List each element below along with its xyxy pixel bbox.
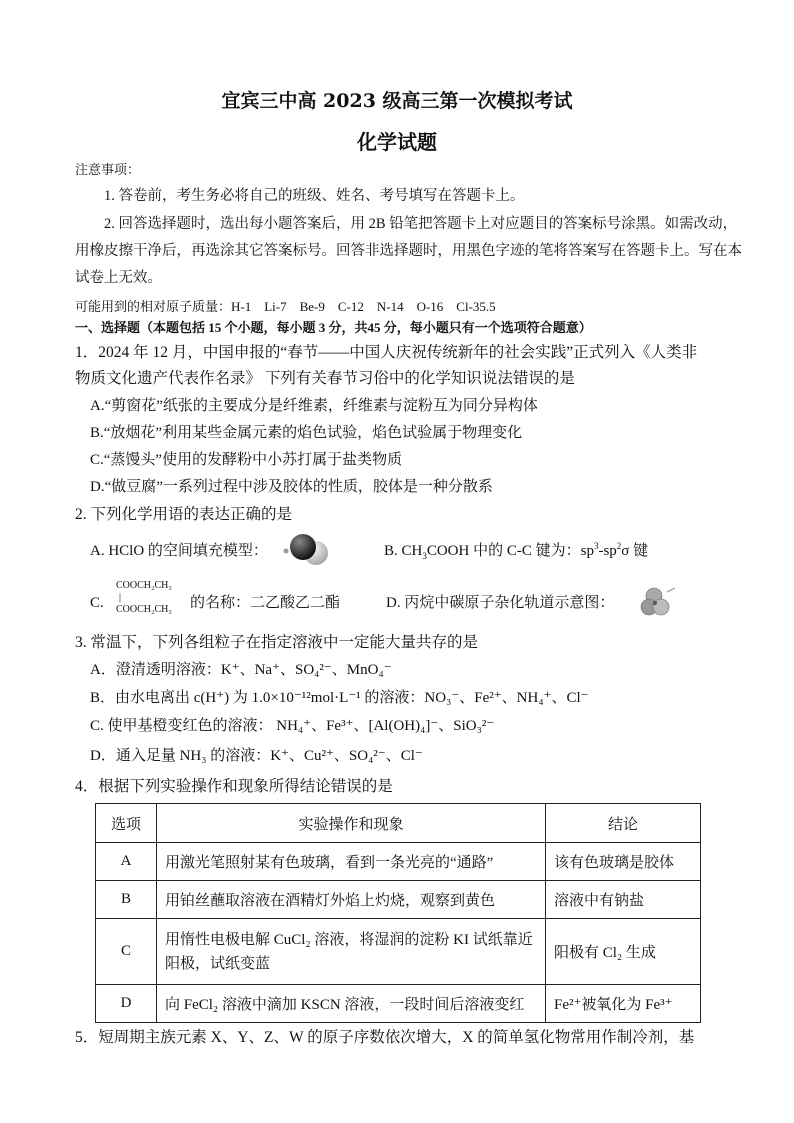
hclo-space-filling-model [283,531,333,567]
row-option: B [96,881,157,919]
q2-option-c-label: C. [90,595,104,611]
q2-option-d: D. 丙烷中碳原子杂化轨道示意图： [386,595,615,611]
q3-option-d: D．通入足量 NH₃ 的溶液：K⁺、Cu²⁺、SO₄²⁻、Cl⁻ [90,748,423,764]
q1-option-b: B.“放烟花”利用某些金属元素的焰色试验，焰色试验属于物理变化 [90,425,523,441]
exam-subtitle: 化学试题 [357,130,437,154]
q1-option-c: C.“蒸馒头”使用的发酵粉中小苏打属于盐类物质 [90,452,403,468]
row-option: C [96,919,157,985]
sp2-orbital-diagram [640,586,680,620]
row-option: D [96,985,157,1023]
table-row [96,919,701,985]
note-2a: 2. 回答选择题时，选出每小题答案后，用 2B 铅笔把答题卡上对应题目的答案标号涂黑。如需改动， [104,216,738,232]
q1-stem-a: 1．2024 年 12 月，中国申报的“春节——中国人庆祝传统新年的社会实践”正式列入《人类非 [75,344,698,361]
table-row [96,843,701,881]
atomic-masses: 可能用到的相对原子质量：H-1 Li-7 Be-9 C-12 N-14 O-16 Cl-35.5 [75,299,496,314]
row-option: A [96,843,157,881]
q4-stem: 4．根据下列实验操作和现象所得结论错误的是 [75,778,393,795]
header-option: 选项 [96,804,157,843]
row-conclusion: Fe²⁺被氧化为 Fe³⁺ [546,985,701,1023]
q3-option-b: B．由水电离出 c(H⁺) 为 1.0×10⁻¹²mol·L⁻¹ 的溶液：NO₃⁻、Fe²⁺、NH₄⁺、Cl⁻ [90,690,589,706]
table-row [96,985,701,1023]
experiment-table [95,803,701,1023]
row-conclusion: 阳极有 Cl₂ 生成 [546,919,701,985]
q5-stem: 5．短周期主族元素 X、Y、Z、W 的原子序数依次增大，X 的简单氢化物常用作制冷剂，基 [75,1029,695,1046]
q2-option-b: B. $CH_3COOH$ 中的 C-C 键为：$sp^3-sp^2\sigma$ 键 [384,541,649,561]
q3-option-c: C. 使甲基橙变红色的溶液： NH₄⁺、Fe³⁺、[Al(OH)₄]⁻、SiO₃²⁻ [90,718,495,734]
q2-option-c-text: 的名称：二乙酸乙二酯 [190,595,341,611]
note-1: 1. 答卷前，考生务必将自己的班级、姓名、考号填写在答题卡上。 [104,188,525,204]
note-2c: 试卷上无效。 [75,270,162,286]
q2-stem: 2. 下列化学用语的表达正确的是 [75,506,293,523]
diester-formula: COOCH₂CH₃ | COOCH₂CH₃ [116,580,172,615]
row-operation: 用激光笔照射某有色玻璃，看到一条光亮的“通路” [157,843,546,881]
row-operation: 向 FeCl₂ 溶液中滴加 KSCN 溶液，一段时间后溶液变红 [157,985,546,1023]
row-operation: 用惰性电极电解 CuCl₂ 溶液，将湿润的淀粉 KI 试纸靠近阳极，试纸变蓝 [157,919,546,985]
table-row [96,881,701,919]
notes-heading: 注意事项： [75,162,141,177]
q1-stem-b: 物质文化遗产代表作名录》 下列有关春节习俗中的化学知识说法错误的是 [75,370,575,387]
formula-top: COOCH₂CH₃ [116,580,172,591]
row-operation: 用铂丝蘸取溶液在酒精灯外焰上灼烧，观察到黄色 [157,881,546,919]
q3-stem: 3. 常温下，下列各组粒子在指定溶液中一定能大量共存的是 [75,634,479,651]
table-header-row [96,804,701,843]
q1-option-a: A.“剪窗花”纸张的主要成分是纤维素，纤维素与淀粉互为同分异构体 [90,398,538,414]
exam-title: 宜宾三中高 2023 级高三第一次模拟考试 [221,90,573,112]
header-operation: 实验操作和现象 [157,804,546,843]
row-conclusion: 溶液中有钠盐 [546,881,701,919]
header-conclusion: 结论 [546,804,701,843]
q1-option-d: D.“做豆腐”一系列过程中涉及胶体的性质，胶体是一种分散系 [90,479,493,495]
note-2b: 用橡皮擦干净后，再选涂其它答案标号。回答非选择题时，用黑色字迹的笔将答案写在答题卡上。写在本 [75,243,742,259]
q2-option-a: A. HClO 的空间填充模型： [90,543,268,559]
q3-option-a: A．澄清透明溶液：K⁺、Na⁺、SO₄²⁻、MnO₄⁻ [90,662,392,678]
formula-bottom: COOCH₂CH₃ [116,604,172,615]
section-heading: 一、选择题（本题包括 15 个小题，每小题 3 分，共45 分，每小题只有一个选项符合题意） [75,320,592,335]
row-conclusion: 该有色玻璃是胶体 [546,843,701,881]
